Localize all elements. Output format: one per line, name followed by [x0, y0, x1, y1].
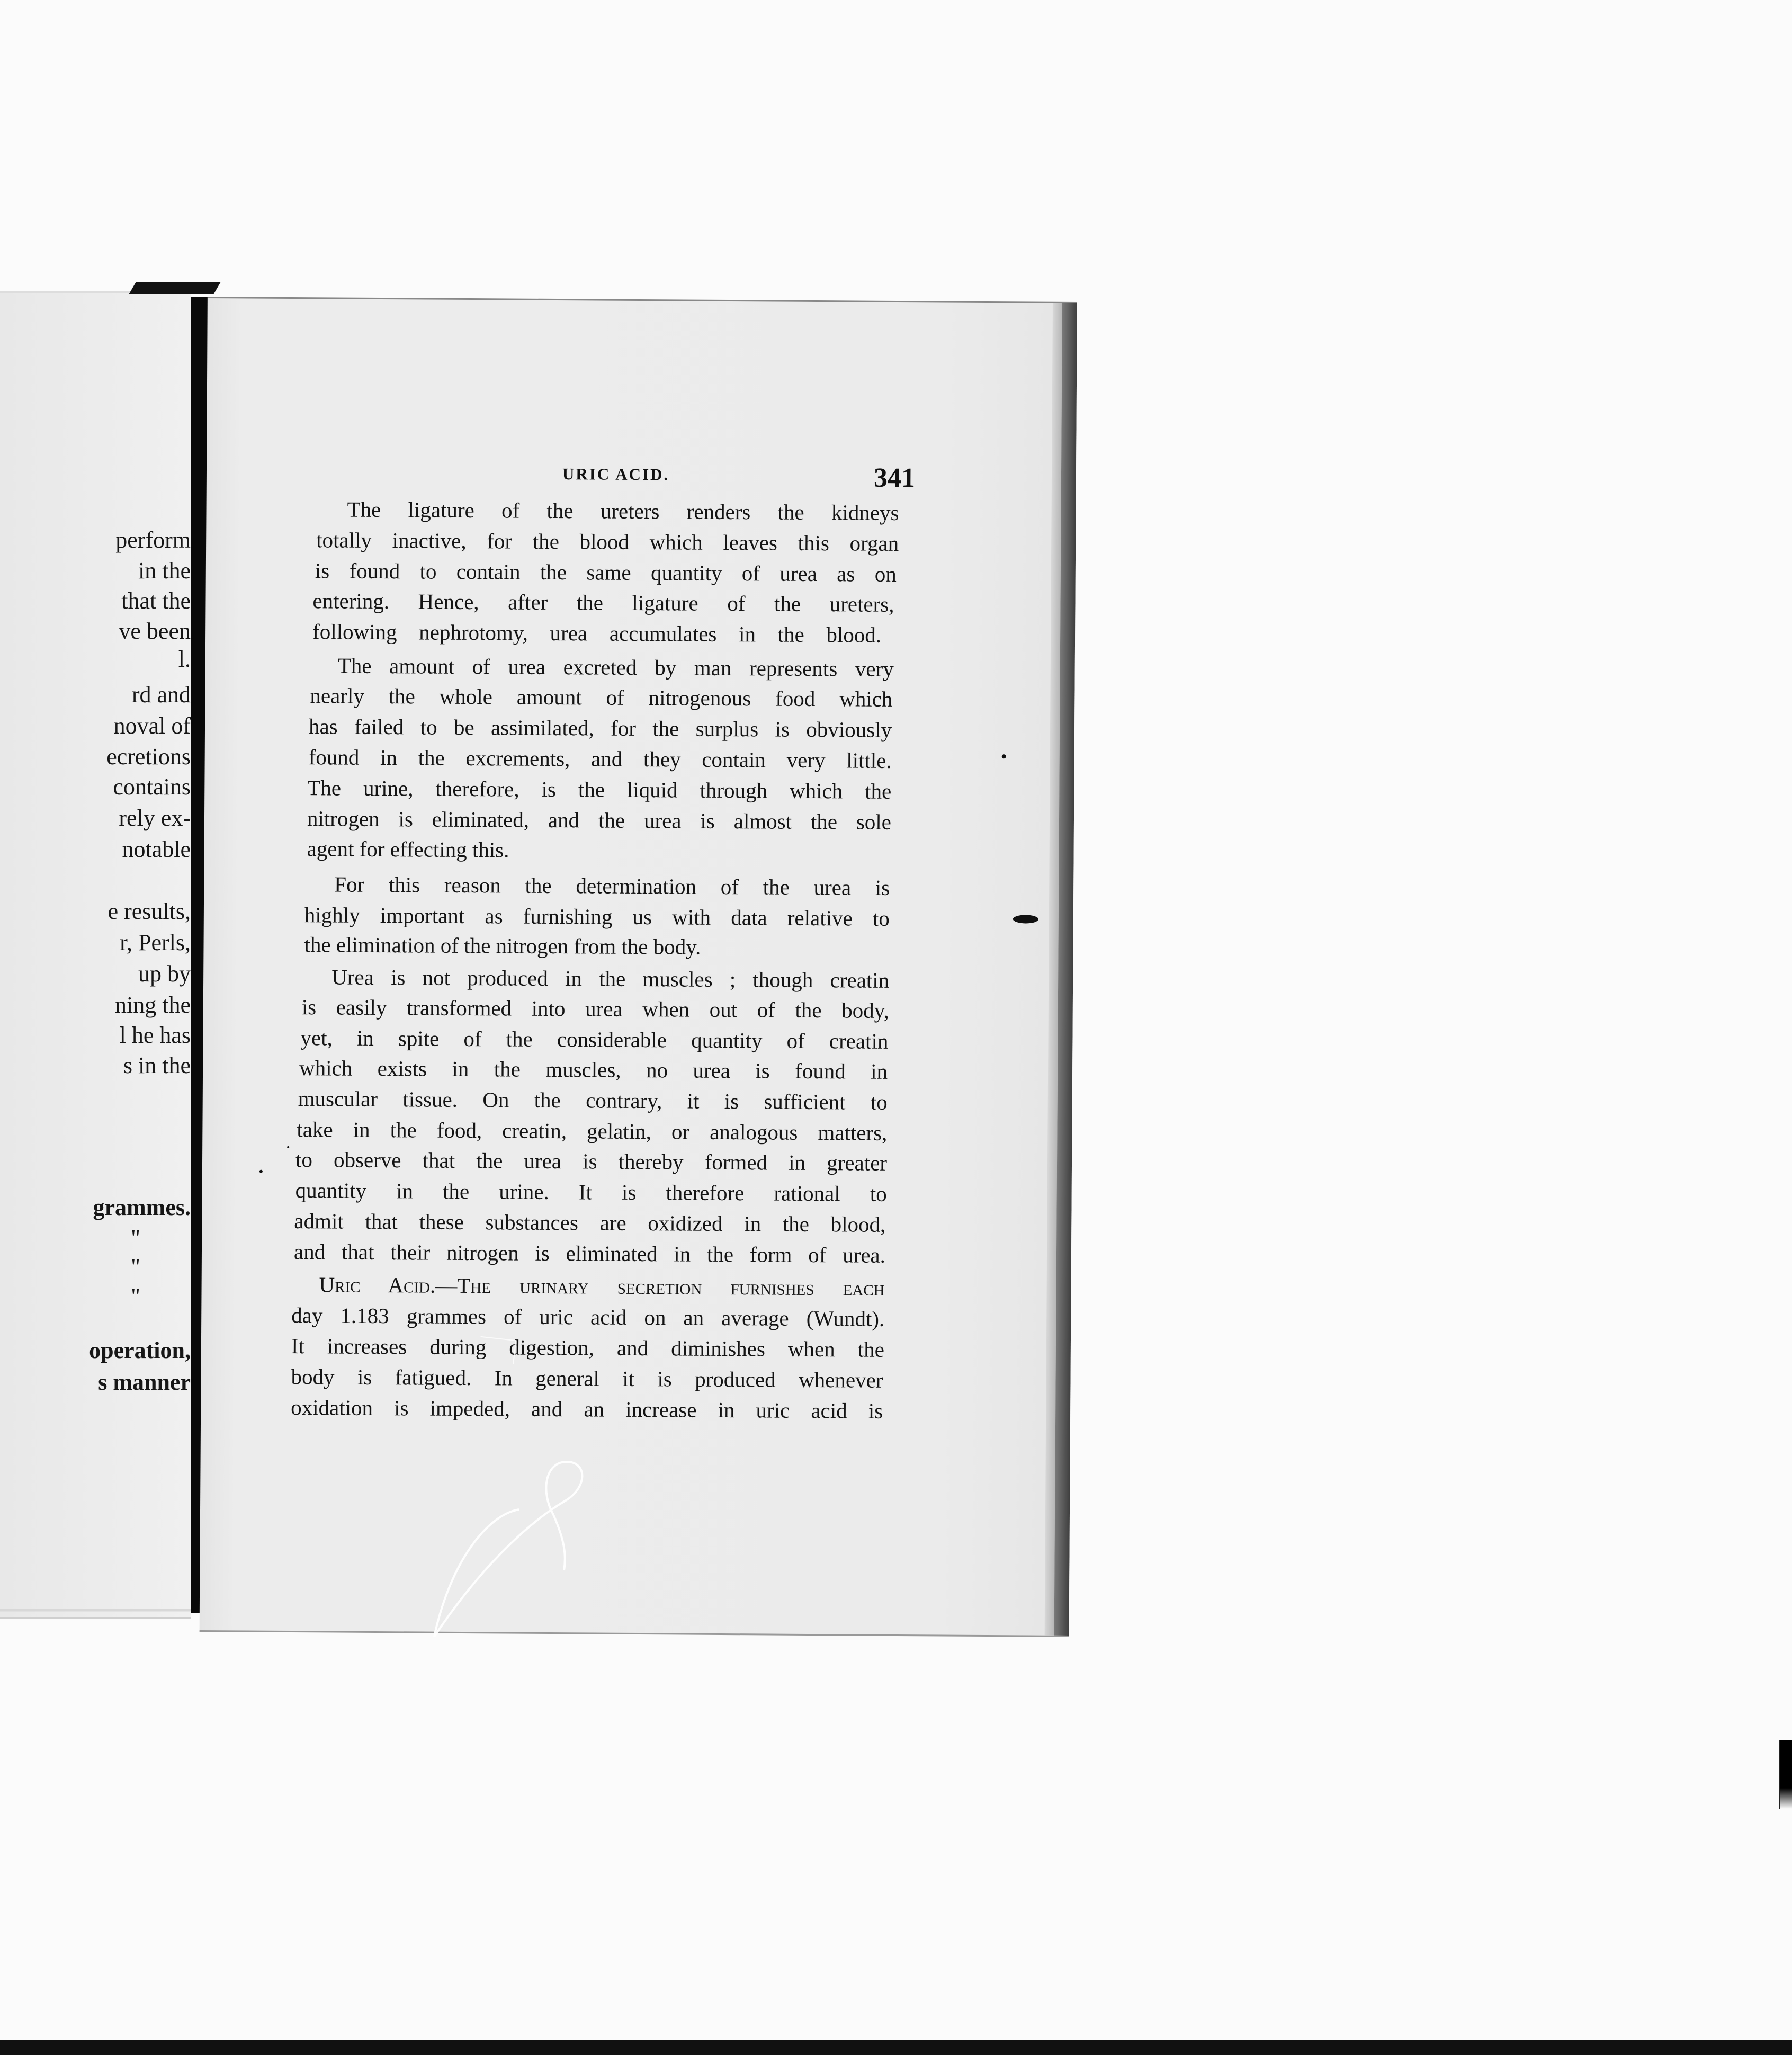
left-page-line: grammes. [93, 1194, 191, 1220]
left-page-line: l. [178, 646, 191, 672]
white-scratch-mark [478, 1336, 517, 1364]
left-page-line: ve been [119, 618, 191, 644]
body-text-line: which exists in the muscles, no urea is found in [299, 1056, 888, 1084]
left-page-line: s in the [123, 1052, 191, 1078]
left-page-line: ecretions [106, 744, 191, 770]
body-text-line: The amount of urea excreted by man represents very [337, 653, 894, 681]
left-page-line: rd and [131, 682, 191, 708]
scan-bottom-border [0, 2040, 1792, 2055]
body-text-line: For this reason the determination of the urea is [334, 872, 890, 900]
body-text-line: has failed to be assimilated, for the surplus is obviously [308, 714, 892, 742]
right-page [200, 297, 1077, 1637]
body-text-line: take in the food, creatin, gelatin, or analogous matters, [297, 1117, 888, 1145]
running-head: URIC ACID. [562, 464, 670, 484]
body-text-line: is found to contain the same quantity of urea as on [315, 558, 897, 586]
page-number: 341 [873, 462, 916, 494]
left-page-fragment [0, 291, 191, 1619]
left-page-line: ning the [115, 992, 191, 1018]
body-text-line: totally inactive, for the blood which leaves this organ [316, 528, 899, 556]
left-page-line: up by [138, 961, 191, 987]
left-page-line: e results, [107, 898, 191, 924]
body-text-line: day 1.183 grammes of uric acid on an average (Wundt). [291, 1303, 885, 1331]
body-text-line: nitrogen is eliminated, and the urea is almost the sole [307, 806, 892, 834]
scan-edge-mark [1779, 1740, 1792, 1809]
ink-speck [287, 1146, 289, 1148]
left-page-ditto-mark: " [131, 1254, 140, 1280]
ink-mark [1013, 915, 1038, 923]
body-text-line: admit that these substances are oxidized in the blood, [294, 1209, 886, 1237]
left-page-line: in the [138, 558, 191, 584]
body-text-line: the elimination of the nitrogen from the body. [304, 932, 701, 959]
body-text-line: oxidation is impeded, and an increase in uric acid is [291, 1395, 883, 1423]
left-page-ditto-mark: " [131, 1225, 140, 1251]
left-page-line: that the [121, 588, 191, 614]
left-page-line: perform [115, 527, 191, 553]
body-text-line: muscular tissue. On the contrary, it is sufficient to [298, 1086, 888, 1114]
left-page-line: s manner [98, 1369, 191, 1395]
left-page-line: noval of [113, 713, 191, 739]
left-page-line: contains [113, 774, 191, 800]
body-text-line: body is fatigued. In general it is produced whenever [291, 1364, 883, 1392]
left-page-line: r, Perls, [120, 930, 191, 955]
body-text-line: quantity in the urine. It is therefore rational to [295, 1178, 887, 1206]
body-text-line: nearly the whole amount of nitrogenous food which [310, 683, 893, 711]
body-text-line: The ligature of the ureters renders the kidneys [347, 497, 899, 525]
left-page-ditto-mark: " [131, 1283, 140, 1309]
body-text-line: entering. Hence, after the ligature of the ureters, [312, 588, 894, 616]
body-text-line: and that their nitrogen is eliminated in the form of urea. [293, 1239, 886, 1267]
left-page-line: l he has [119, 1022, 191, 1048]
left-page-line: operation, [89, 1337, 191, 1363]
body-text-line: Urea is not produced in the muscles ; though creatin [331, 964, 890, 993]
body-text-line: following nephrotomy, urea accumulates in the blood. [312, 619, 882, 647]
body-text-line: yet, in spite of the considerable quantity of creatin [300, 1025, 889, 1053]
ink-speck [1002, 754, 1006, 758]
left-page-line: rely ex- [119, 805, 191, 831]
body-text-line: found in the excrements, and they contain very little. [308, 745, 892, 773]
left-page-line: notable [122, 836, 191, 862]
section-text-line: Uric Acid.—The urinary secretion furnishes each [319, 1272, 885, 1300]
body-text-line: to observe that the urea is thereby formed in greater [295, 1147, 888, 1175]
body-text-line: The urine, therefore, is the liquid through which the [307, 775, 892, 803]
ink-speck [259, 1170, 263, 1173]
body-text-line: It increases during digestion, and diminishes when the [291, 1334, 885, 1362]
body-text-line: agent for effecting this. [307, 836, 509, 862]
body-text-line: is easily transformed into urea when out of the body, [301, 995, 889, 1023]
book-spine-top [129, 282, 221, 294]
body-text-line: highly important as furnishing us with data relative to [304, 903, 890, 931]
